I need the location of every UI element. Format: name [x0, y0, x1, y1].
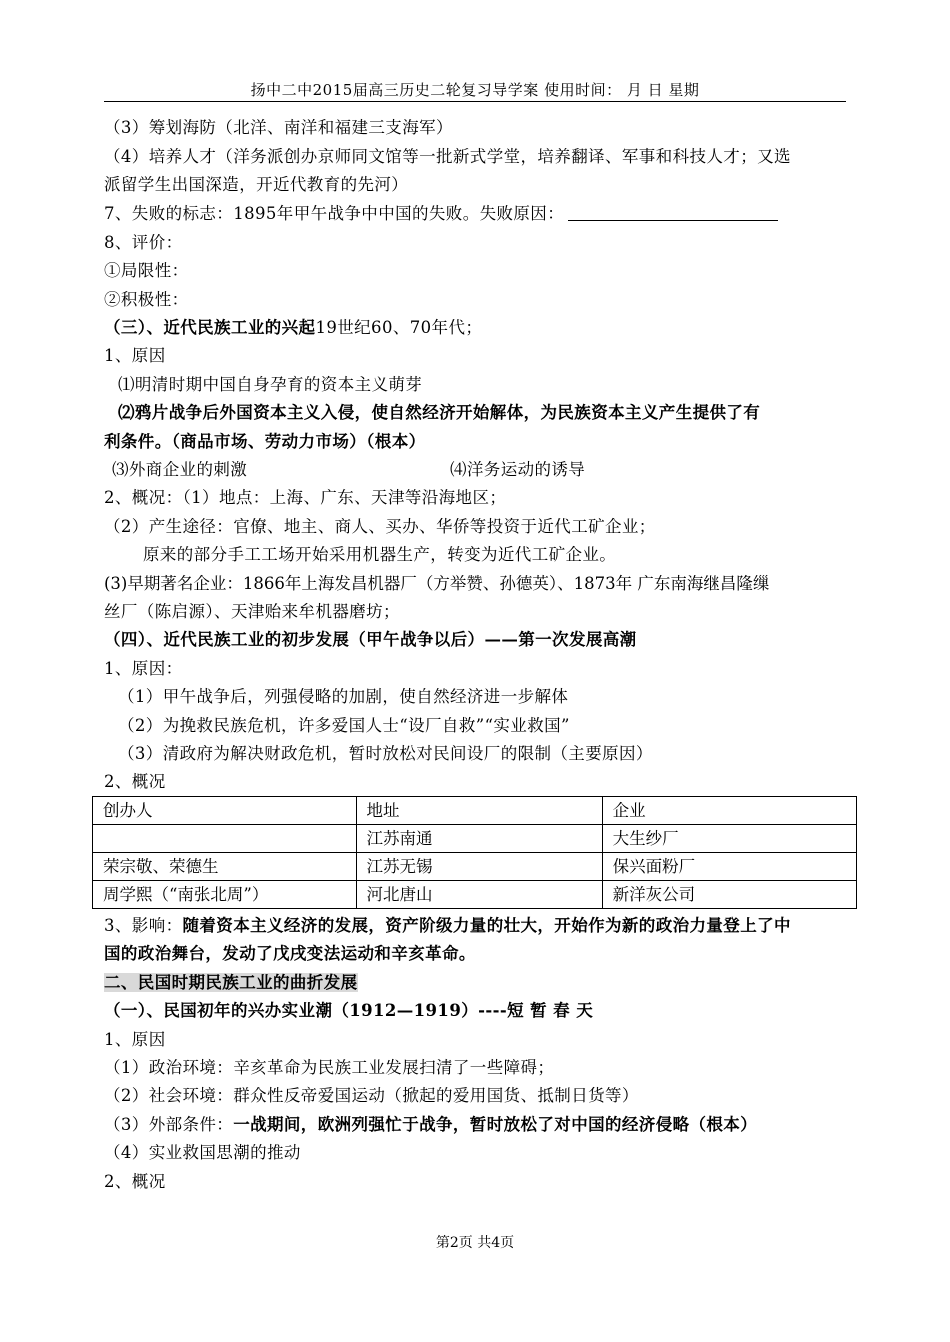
table-cell	[93, 825, 357, 853]
text-line-with-blank	[104, 202, 778, 226]
impact-line	[104, 914, 791, 938]
impact-text: 随着资本主义经济的发展，资产阶级力量的壮大，开始作为新的政治力量登上了中	[182, 916, 791, 935]
text-line: 1、原因	[104, 1030, 166, 1049]
table-cell: 江苏南通	[356, 825, 602, 853]
text-line	[104, 1113, 757, 1137]
text-line: （3）清政府为解决财政危机，暂时放松对民间设厂的限制（主要原因）	[118, 744, 653, 763]
table-row	[93, 881, 857, 909]
text-line: 2、概况	[104, 772, 166, 791]
table-cell: 新洋灰公司	[602, 881, 856, 909]
section-title: （三）、近代民族工业的兴起	[104, 318, 316, 337]
text-line: （4）培养人才（洋务派创办京师同文馆等一批新式学堂，培养翻译、军事和科技人才；又选	[104, 147, 791, 166]
text-line: （4）实业救国思潮的推动	[104, 1143, 301, 1162]
text-line: （1）政治环境：辛亥革命为民族工业发展扫清了一些障碍；	[104, 1058, 555, 1077]
condition-label: （3）外部条件：	[104, 1115, 234, 1134]
header-cell: 创办人	[93, 797, 357, 825]
text-line: 1、原因：	[104, 659, 183, 678]
bold-line: 国的政治舞台，发动了戊戌变法运动和辛亥革命。	[104, 944, 476, 963]
text-line: 丝厂（陈启源）、天津贻来牟机器磨坊；	[104, 602, 400, 621]
impact-label: 3、影响：	[104, 916, 183, 935]
text-line: ⑷洋务运动的诱导	[450, 460, 586, 479]
text-line: 2、概况：（1）地点：上海、广东、天津等沿海地区；	[104, 488, 507, 507]
bold-line: ⑵鸦片战争后外国资本主义入侵，使自然经济开始解体，为民族资本主义产生提供了有	[118, 403, 761, 422]
text-line: ⑴明清时期中国自身孕育的资本主义萌芽	[118, 375, 423, 394]
text-line: （2）为挽救民族危机，许多爱国人士“设厂自救”“实业救国”	[118, 716, 570, 735]
page-header: 扬中二中2015届高三历史二轮复习导学案 使用时间： 月 日 星期	[250, 81, 700, 99]
text-line: （1）甲午战争后，列强侵略的加剧，使自然经济进一步解体	[118, 687, 569, 706]
text-line: （3）筹划海防（北洋、南洋和福建三支海军）	[104, 118, 453, 137]
table-row	[93, 825, 857, 853]
header-cell: 企业	[602, 797, 856, 825]
section-heading: （一）、民国初年的兴办实业潮（1912—1919）----短 暂 春 天	[104, 1001, 594, 1020]
table-cell: 大生纱厂	[602, 825, 856, 853]
text-line: 原来的部分手工工场开始采用机器生产，转变为近代工矿企业。	[143, 545, 617, 564]
table-cell: 周学熙（“南张北周”）	[93, 881, 357, 909]
chapter-heading	[104, 971, 358, 995]
header-cell: 地址	[356, 797, 602, 825]
highlighted-heading: 二、民国时期民族工业的曲折发展	[104, 973, 358, 992]
condition-text: 一战期间，欧洲列强忙于战争，暂时放松了对中国的经济侵略（根本）	[233, 1115, 758, 1134]
table-cell: 江苏无锡	[356, 853, 602, 881]
text-line: 1、原因	[104, 346, 166, 365]
table-cell: 保兴面粉厂	[602, 853, 856, 881]
page-footer: 第2页 共4页	[435, 1235, 515, 1251]
failure-sign-text: 7、失败的标志：1895年甲午战争中中国的失败。失败原因：	[104, 204, 565, 223]
text-line: ②积极性：	[104, 290, 189, 309]
text-line: （2）产生途径：官僚、地主、商人、买办、华侨等投资于近代工矿企业；	[104, 517, 656, 536]
answer-blank	[568, 202, 778, 221]
section-period: 19世纪60、70年代；	[315, 318, 483, 337]
text-line: ①局限性：	[104, 261, 189, 280]
section-heading: （四）、近代民族工业的初步发展（甲午战争以后）——第一次发展高潮	[104, 630, 637, 649]
bold-line: 利条件。（商品市场、劳动力市场）（根本）	[104, 432, 426, 451]
text-line: （2）社会环境：群众性反帝爱国运动（掀起的爱用国货、抵制日货等）	[104, 1086, 639, 1105]
header-rule	[104, 101, 846, 102]
table-row	[93, 853, 857, 881]
text-line: ⑶外商企业的刺激	[112, 460, 248, 479]
section-heading	[104, 316, 482, 340]
text-line: (3)早期著名企业：1866年上海发昌机器厂（方举赞、孙德英）、1873年 广东南海继昌隆缫	[104, 574, 770, 593]
text-line: 派留学生出国深造，开近代教育的先河）	[104, 175, 409, 194]
table-cell: 荣宗敬、荣德生	[93, 853, 357, 881]
table-cell: 河北唐山	[356, 881, 602, 909]
enterprise-table	[92, 796, 857, 909]
text-line: 2、概况	[104, 1172, 166, 1191]
text-line: 8、评价：	[104, 233, 183, 252]
table-header-row	[93, 797, 857, 825]
